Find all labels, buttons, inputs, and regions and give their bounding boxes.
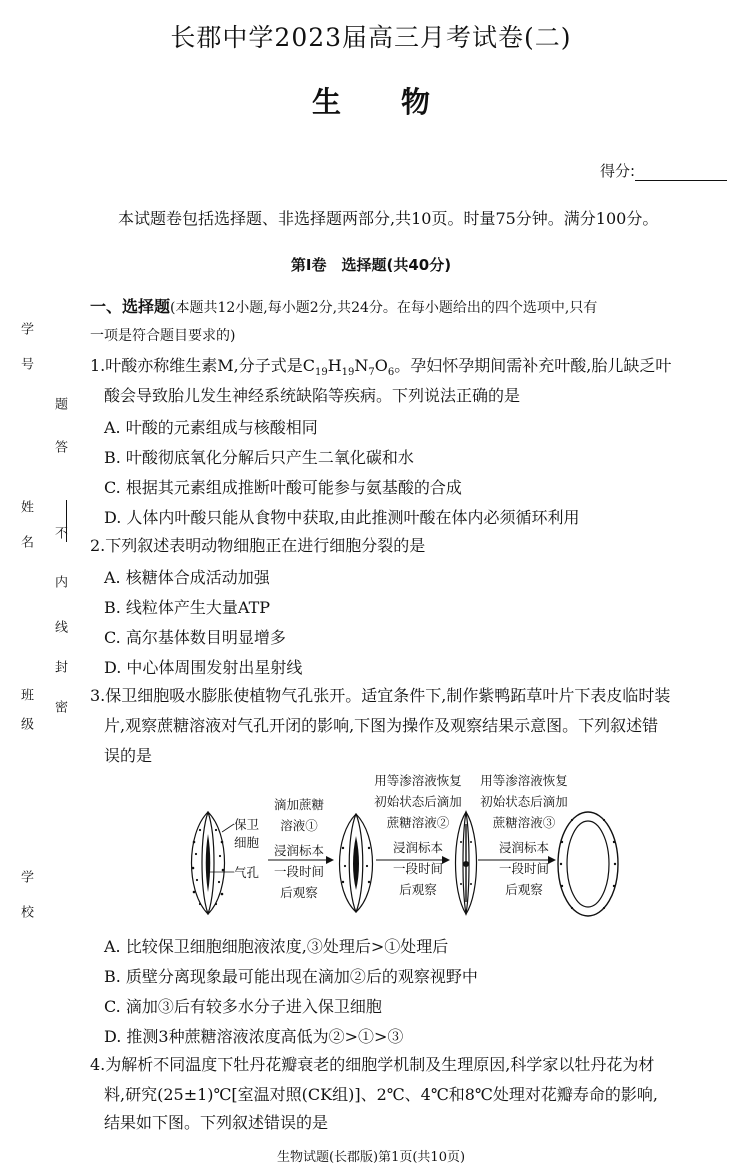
score-blank[interactable] (635, 166, 727, 181)
margin-warning-4: 内 (52, 575, 67, 590)
page-footer: 生物试题(长郡版)第1页(共10页) (276, 1150, 466, 1165)
q3-option-b[interactable]: B. 质壁分离现象最可能出现在滴加②后的观察视野中 (104, 967, 478, 986)
q1-option-c[interactable]: C. 根据其元素组成推断叶酸可能参与氨基酸的合成 (104, 478, 462, 497)
step1-text: 滴加蔗糖 溶液① 浸润标本 一段时间 后观察 (273, 797, 324, 900)
q2-stem: 2.下列叙述表明动物细胞正在进行细胞分裂的是 (90, 536, 426, 555)
margin-warning-2: 答 (52, 440, 67, 455)
margin-warning-5: 线 (52, 620, 67, 635)
margin-student-id: 学号 (18, 322, 33, 392)
q3-stem-line2: 片,观察蔗糖溶液对气孔开闭的影响,下图为操作及观察结果示意图。下列叙述错 (104, 716, 659, 735)
margin-class: 班级 (18, 688, 33, 746)
margin-warning-3: 不 (52, 526, 67, 541)
score-label: 得分: (600, 162, 636, 180)
q3-stem-line1: 3.保卫细胞吸水膨胀使植物气孔张开。适宜条件下,制作紫鸭跖草叶片下表皮临时装 (90, 686, 671, 705)
margin-warning-6: 封 (52, 660, 67, 675)
q2-option-a[interactable]: A. 核糖体合成活动加强 (104, 568, 270, 587)
q2-option-d[interactable]: D. 中心体周围发射出星射线 (104, 658, 303, 677)
q3-figure (180, 772, 620, 922)
margin-warning-7: 密 (52, 700, 67, 715)
q2-option-b[interactable]: B. 线粒体产生大量ATP (104, 598, 271, 617)
q1-option-d[interactable]: D. 人体内叶酸只能从食物中获取,由此推测叶酸在体内必须循环利用 (104, 508, 580, 527)
step3-text: 用等渗溶液恢复 初始状态后滴加 蔗糖溶液③ 浸润标本 一段时间 后观察 (480, 773, 568, 897)
exam-intro: 本试题卷包括选择题、非选择题两部分,共10页。时量75分钟。满分100分。 (118, 209, 659, 228)
q4-stem-line3: 结果如下图。下列叙述错误的是 (104, 1113, 329, 1132)
step2-text: 用等渗溶液恢复 初始状态后滴加 蔗糖溶液② 浸润标本 一段时间 后观察 (374, 773, 462, 897)
margin-warning-1: 题 (52, 397, 67, 412)
part1-heading-bold: 一、选择题 (90, 297, 171, 316)
guard-cell-after-solution-1 (340, 814, 373, 912)
q3-stem-line3: 误的是 (104, 746, 153, 765)
part1-heading-line1 (90, 296, 730, 319)
part1-heading-line2: 一项是符合题目要求的) (90, 328, 236, 344)
part1-heading-note: (本题共12小题,每小题2分,共24分。在每小题给出的四个选项中,只有 (170, 300, 598, 316)
q4-stem-line2: 料,研究(25±1)℃[室温对照(CK组)]、2℃、4℃和8℃处理对花瓣寿命的影响, (104, 1085, 658, 1104)
guard-cell-initial (192, 812, 225, 914)
q2-option-c[interactable]: C. 高尔基体数目明显增多 (104, 628, 286, 647)
q1-option-b[interactable]: B. 叶酸彻底氧化分解后只产生二氧化碳和水 (104, 448, 414, 467)
label-stoma: 气孔 (234, 865, 260, 880)
score-field (600, 160, 727, 181)
exam-title: 长郡中学2023届高三月考试卷(二) (170, 23, 572, 52)
q1-stem-line2: 酸会导致胎儿发生神经系统缺陷等疾病。下列说法正确的是 (104, 386, 521, 405)
q3-option-c[interactable]: C. 滴加③后有较多水分子进入保卫细胞 (104, 997, 382, 1016)
name-blank-line[interactable] (66, 500, 67, 542)
q1-option-a[interactable]: A. 叶酸的元素组成与核酸相同 (104, 418, 318, 437)
q4-stem-line1: 4.为解析不同温度下牡丹花瓣衰老的细胞学机制及生理原因,科学家以牡丹花为材 (90, 1055, 655, 1074)
q3-option-d[interactable]: D. 推测3种蔗糖溶液浓度高低为②>①>③ (104, 1027, 404, 1046)
margin-school: 学校 (18, 870, 33, 940)
margin-name: 姓名 (18, 500, 33, 570)
section-heading: 第Ⅰ卷 选择题(共40分) (290, 256, 452, 274)
label-guard-cell: 保卫 细胞 (234, 817, 260, 850)
q1-stem-line1: 1.叶酸亦称维生素M,分子式是$C_{19}H_{19}N_7O_6$。孕妇怀孕期间需补充叶酸,胎儿缺乏叶 (90, 356, 672, 379)
q3-option-a[interactable]: A. 比较保卫细胞细胞液浓度,③处理后>①处理后 (104, 937, 449, 956)
subject-title: 生物 (311, 85, 490, 119)
